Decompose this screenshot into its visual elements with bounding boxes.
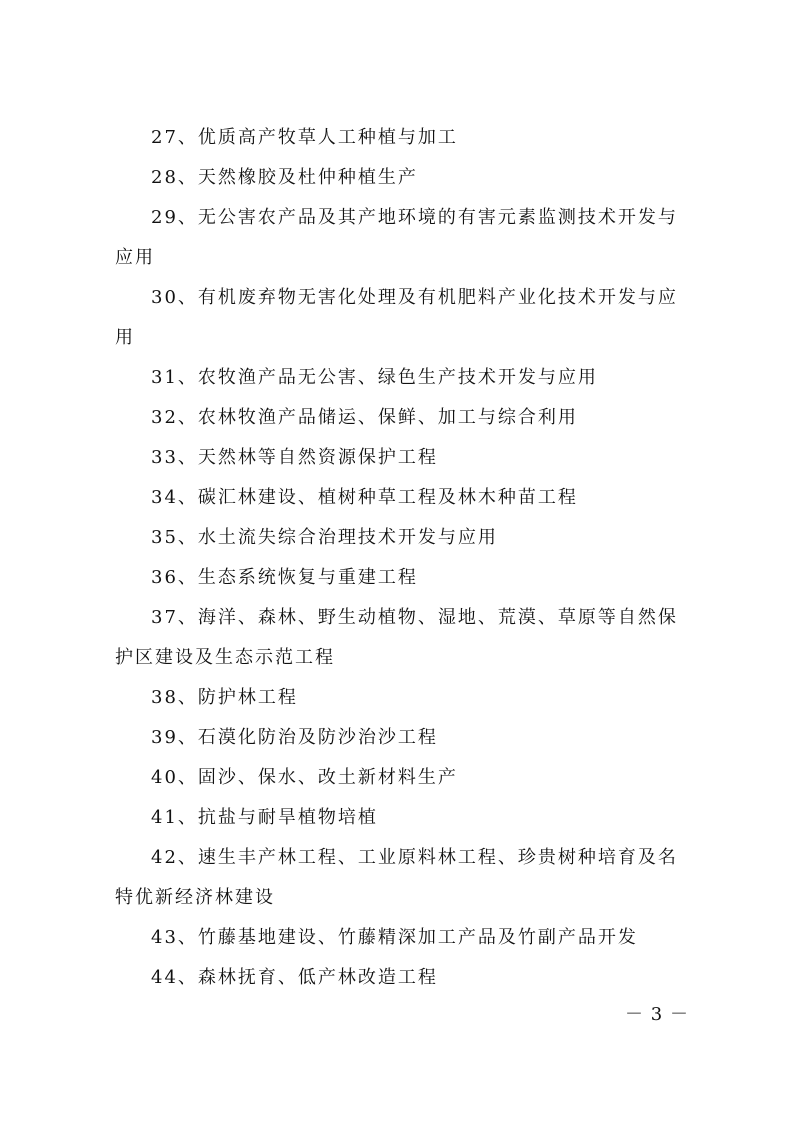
list-item-33: 33、天然林等自然资源保护工程 xyxy=(151,447,438,468)
item-list xyxy=(115,118,679,998)
list-item-38: 38、防护林工程 xyxy=(151,687,298,708)
list-item-37: 37、海洋、森林、野生动植物、湿地、荒漠、草原等自然保护区建设及生态示范工程 xyxy=(115,607,678,668)
list-item-35: 35、水土流失综合治理技术开发与应用 xyxy=(151,527,498,548)
list-item-43: 43、竹藤基地建设、竹藤精深加工产品及竹副产品开发 xyxy=(151,927,638,948)
list-item-34: 34、碳汇林建设、植树种草工程及林木种苗工程 xyxy=(151,487,578,508)
list-item-40: 40、固沙、保水、改土新材料生产 xyxy=(151,767,458,788)
list-item-29: 29、无公害农产品及其产地环境的有害元素监测技术开发与应用 xyxy=(115,207,678,268)
list-item-31: 31、农牧渔产品无公害、绿色生产技术开发与应用 xyxy=(151,367,598,388)
list-item-44: 44、森林抚育、低产林改造工程 xyxy=(151,967,438,988)
list-item-39: 39、石漠化防治及防沙治沙工程 xyxy=(151,727,438,748)
list-item-28: 28、天然橡胶及杜仲种植生产 xyxy=(151,167,418,188)
list-item-27: 27、优质高产牧草人工种植与加工 xyxy=(151,127,458,148)
list-item-41: 41、抗盐与耐旱植物培植 xyxy=(151,807,378,828)
list-item-30: 30、有机废弃物无害化处理及有机肥料产业化技术开发与应用 xyxy=(115,287,678,348)
page-number: － 3 － xyxy=(625,1004,689,1025)
list-item-42: 42、速生丰产林工程、工业原料林工程、珍贵树种培育及名特优新经济林建设 xyxy=(115,847,678,908)
list-item-36: 36、生态系统恢复与重建工程 xyxy=(151,567,418,588)
list-item-32: 32、农林牧渔产品储运、保鲜、加工与综合利用 xyxy=(151,407,578,428)
